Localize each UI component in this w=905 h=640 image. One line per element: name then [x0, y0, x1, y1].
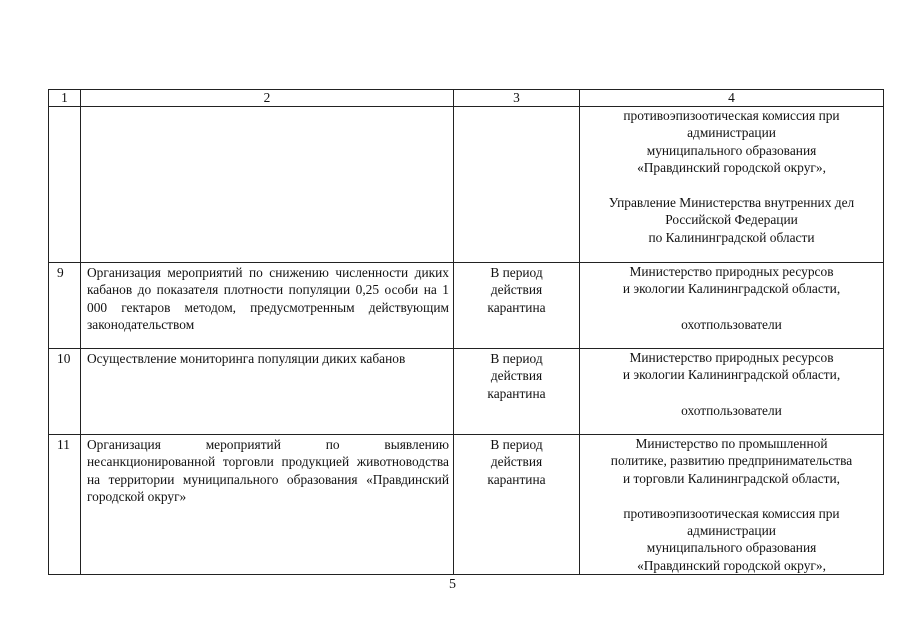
responsible-line: и экологии Калининградской области,	[622, 281, 841, 297]
responsible-line: Российской Федерации	[665, 212, 798, 228]
period-cell	[454, 349, 580, 435]
period-line: В период	[490, 437, 543, 452]
period-cell	[454, 107, 580, 263]
responsible-line: Министерство природных ресурсов	[629, 350, 834, 365]
column-header-4: 4	[580, 90, 884, 107]
responsible-line: Управление Министерства внутренних дел	[608, 195, 855, 211]
period-line: карантина	[487, 471, 546, 487]
measure-description: Осуществление мониторинга популяции диких кабанов	[81, 349, 454, 435]
responsible-line: противоэпизоотическая комиссия при	[623, 108, 840, 123]
responsible-line: и экологии Калининградской области,	[622, 367, 841, 383]
period-line: действия	[490, 454, 543, 470]
column-header-2: 2	[81, 90, 454, 107]
period-line: действия	[490, 282, 543, 298]
responsible-cell	[580, 349, 884, 435]
table-row	[49, 349, 884, 435]
period-line: карантина	[487, 385, 546, 401]
period-cell	[454, 435, 580, 575]
table-row	[49, 107, 884, 263]
responsible-line: администрации	[687, 523, 776, 539]
page-number: 5	[449, 577, 456, 592]
responsible-line: политике, развитию предпринимательства	[610, 453, 853, 469]
row-number: 9	[49, 263, 81, 349]
measure-description: Организация мероприятий по снижению численности диких кабанов до показателя плотности популяции 0,25 особи на 1 000 гектаров методом, предусмотренным действующим законодательством	[81, 263, 454, 349]
row-number: 11	[49, 435, 81, 575]
responsible-line: муниципального образования	[646, 540, 817, 556]
measure-description: Организация мероприятий по выявлению несанкционированной торговли продукцией животноводства на территории муниципального образования «Правдинский городской округ»	[81, 435, 454, 575]
responsible-line: противоэпизоотическая комиссия при	[623, 505, 840, 521]
responsible-line: Министерство по промышленной	[635, 436, 828, 451]
responsible-line: и торговли Калининградской области,	[623, 470, 840, 486]
responsible-line: «Правдинский городской округ»,	[637, 557, 826, 573]
responsible-cell	[580, 263, 884, 349]
period-line: В период	[490, 351, 543, 366]
responsible-line: охотпользователи	[681, 402, 782, 418]
measure-description	[81, 107, 454, 263]
responsible-cell	[580, 435, 884, 575]
responsible-line: «Правдинский городской округ»,	[637, 159, 826, 175]
period-line: карантина	[487, 299, 546, 315]
measures-table	[48, 89, 884, 575]
table-row	[49, 263, 884, 349]
header-row	[49, 90, 884, 107]
row-number: 10	[49, 349, 81, 435]
responsible-cell	[580, 107, 884, 263]
period-cell	[454, 263, 580, 349]
period-line: действия	[490, 368, 543, 384]
column-header-3: 3	[454, 90, 580, 107]
responsible-line: администрации	[687, 125, 776, 141]
responsible-line: охотпользователи	[681, 316, 782, 332]
table-row	[49, 435, 884, 575]
responsible-line: муниципального образования	[646, 142, 817, 158]
row-number	[49, 107, 81, 263]
column-header-1: 1	[49, 90, 81, 107]
period-line: В период	[490, 265, 543, 280]
responsible-line: Министерство природных ресурсов	[629, 264, 834, 279]
responsible-line: по Калининградской области	[648, 229, 815, 245]
